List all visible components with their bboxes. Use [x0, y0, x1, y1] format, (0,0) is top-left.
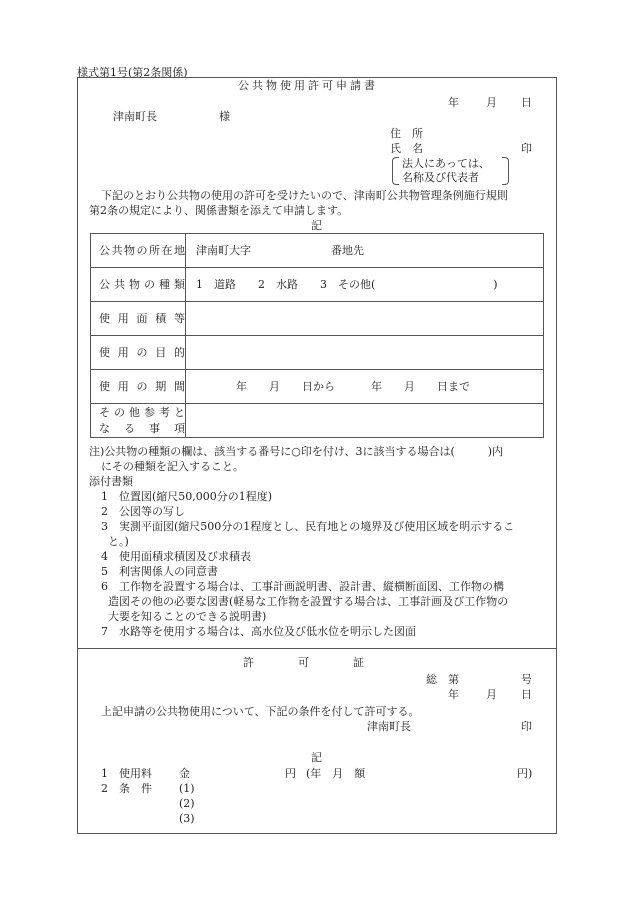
- attachment-item: 1 位置図(縮尺50,000分の1程度): [101, 490, 273, 503]
- permit-date-month: 月: [486, 688, 497, 701]
- condition-2: (2): [179, 797, 195, 810]
- permit-no-so: 総: [426, 673, 437, 686]
- permit-seal: 印: [521, 720, 532, 733]
- condition-3: (3): [179, 812, 195, 825]
- purpose-cell[interactable]: [186, 336, 544, 370]
- permit-mayor: 津南町長: [367, 720, 411, 733]
- app-date-day: 日: [521, 96, 532, 109]
- row-label-other-1: [99, 405, 185, 421]
- application-title: 公共物使用許可申請書: [238, 79, 378, 92]
- label-char: 積: [155, 311, 167, 325]
- label-char: 事: [149, 421, 160, 435]
- period-from: 年 月 日から: [236, 379, 335, 393]
- addressee: 津南町長: [113, 110, 157, 123]
- label-char: 使: [99, 379, 110, 393]
- row-label-location: [99, 243, 185, 259]
- label-char: 他: [129, 405, 140, 419]
- label-char: 用: [117, 379, 129, 393]
- type-options: 1 道路 2 水路 3 その他(: [196, 277, 376, 291]
- table-row: [91, 404, 544, 438]
- attachment-item: 3 実測平面図(縮尺500分の1程度とし、民有地との境界及び使用区域を明示するこ: [101, 520, 515, 533]
- label-char: 間: [174, 379, 185, 393]
- attachment-item: 6 工作物を設置する場合は、工事計画説明書、設計書、縦横断面図、工作物の構: [101, 580, 504, 593]
- label-char: 用: [117, 311, 129, 325]
- fee-label: 1 使用料: [101, 767, 152, 780]
- note-line-1: 注)公共物の種類の欄は、該当する番号に○印を付け、3に該当する場合は( )内: [89, 445, 504, 458]
- label-char: の: [144, 277, 155, 291]
- note-line-2: にその種類を記入すること。: [101, 460, 244, 473]
- corp-note-2: 名称及び代表者: [402, 171, 479, 184]
- permit-frame: [77, 648, 557, 834]
- label-char: な: [99, 421, 110, 435]
- label-char: 類: [174, 277, 185, 291]
- fee-annual-close: 円): [517, 767, 533, 780]
- corp-note-1: 法人にあっては、: [402, 157, 490, 170]
- permit-no-dai: 第: [448, 673, 459, 686]
- app-date-year: 年: [448, 96, 459, 109]
- label-char: 公: [99, 277, 110, 291]
- label-char: 物: [124, 243, 135, 257]
- table-row: [91, 370, 544, 404]
- table-row: [91, 336, 544, 370]
- form-id: 様式第1号(第2条関係): [77, 66, 188, 79]
- condition-label: 2 条 件: [101, 782, 152, 795]
- application-table: [90, 233, 544, 438]
- label-char: と: [174, 405, 185, 419]
- label-char: 目: [155, 345, 167, 359]
- label-char: 共: [111, 243, 123, 257]
- label-char: 期: [155, 379, 167, 393]
- type-other-close: ): [493, 277, 498, 291]
- type-cell[interactable]: [186, 268, 544, 302]
- label-char: 公: [99, 243, 110, 257]
- label-char: 在: [161, 243, 173, 257]
- row-label-other-2: [99, 421, 185, 437]
- permit-ki: 記: [311, 751, 322, 764]
- attachment-item: 造図その他の必要な図書(軽易な工作物を設置する場合は、工事計画及び工作物の: [108, 595, 509, 608]
- app-date-month: 月: [486, 96, 497, 109]
- label-char: 使: [99, 345, 110, 359]
- address-label: 住 所: [390, 127, 423, 140]
- label-char: 等: [174, 311, 185, 325]
- applicant-seal: 印: [521, 142, 532, 155]
- label-char: 面: [136, 311, 148, 325]
- area-cell[interactable]: [186, 302, 544, 336]
- label-char: 考: [159, 405, 170, 419]
- name-label: 氏 名: [390, 142, 423, 155]
- table-row: [91, 268, 544, 302]
- row-label-type: [99, 277, 185, 293]
- label-char: 使: [99, 311, 110, 325]
- table-row: [91, 234, 544, 268]
- app-ki: 記: [311, 219, 322, 232]
- other-cell[interactable]: [186, 404, 544, 438]
- permit-date-year: 年: [448, 688, 459, 701]
- condition-1: (1): [179, 782, 195, 795]
- label-char: の: [114, 405, 125, 419]
- attachment-item: 2 公図等の写し: [101, 505, 185, 518]
- label-char: る: [124, 421, 135, 435]
- label-char: 用: [117, 345, 129, 359]
- label-char: 項: [174, 421, 185, 435]
- label-char: の: [136, 345, 148, 359]
- label-char: 参: [144, 405, 155, 419]
- fee-annual-open: (年 月 額: [306, 767, 366, 780]
- label-char: 所: [149, 243, 160, 257]
- corp-bracket-right: [502, 157, 509, 185]
- row-label-period: [99, 379, 185, 395]
- label-char: 地: [174, 243, 185, 257]
- label-char: 物: [129, 277, 140, 291]
- label-char: の: [136, 243, 148, 257]
- attachments-title: 添付書類: [89, 475, 133, 488]
- label-char: 共: [114, 277, 125, 291]
- location-prefix: 津南町大字: [196, 243, 251, 257]
- label-char: 的: [174, 345, 185, 359]
- permit-no-go: 号: [521, 673, 532, 686]
- label-char: の: [136, 379, 148, 393]
- period-to: 年 月 日まで: [371, 379, 470, 393]
- fee-kin: 金: [179, 767, 190, 780]
- attachment-item: 4 使用面積求積図及び求積表: [101, 550, 251, 563]
- corp-bracket-left: [392, 157, 399, 185]
- location-cell[interactable]: [186, 234, 544, 268]
- period-cell[interactable]: [186, 370, 544, 404]
- attachment-item: 5 利害関係人の同意書: [101, 565, 218, 578]
- attachment-item: と。): [108, 535, 129, 548]
- label-char: 種: [159, 277, 170, 291]
- attachment-item: 7 水路等を使用する場合は、高水位及び低水位を明示した図面: [101, 625, 416, 638]
- label-char: そ: [99, 405, 110, 419]
- fee-yen: 円: [285, 767, 296, 780]
- table-row: [91, 302, 544, 336]
- addressee-honorific: 様: [219, 110, 230, 123]
- row-label-area: [99, 311, 185, 327]
- permit-title: 許 可 証: [243, 656, 364, 669]
- intro-line-2: 第2条の規定により、関係書類を添えて申請します。: [89, 204, 349, 217]
- permit-statement: 上記申請の公共物使用について、下記の条件を付して許可する。: [101, 705, 420, 718]
- attachment-item: 大要を知ることのできる説明書): [108, 610, 267, 623]
- permit-date-day: 日: [521, 688, 532, 701]
- location-suffix: 番地先: [331, 243, 364, 257]
- row-label-purpose: [99, 345, 185, 361]
- intro-line-1: 下記のとおり公共物の使用の許可を受けたいので、津南町公共物管理条例施行規則: [101, 189, 508, 202]
